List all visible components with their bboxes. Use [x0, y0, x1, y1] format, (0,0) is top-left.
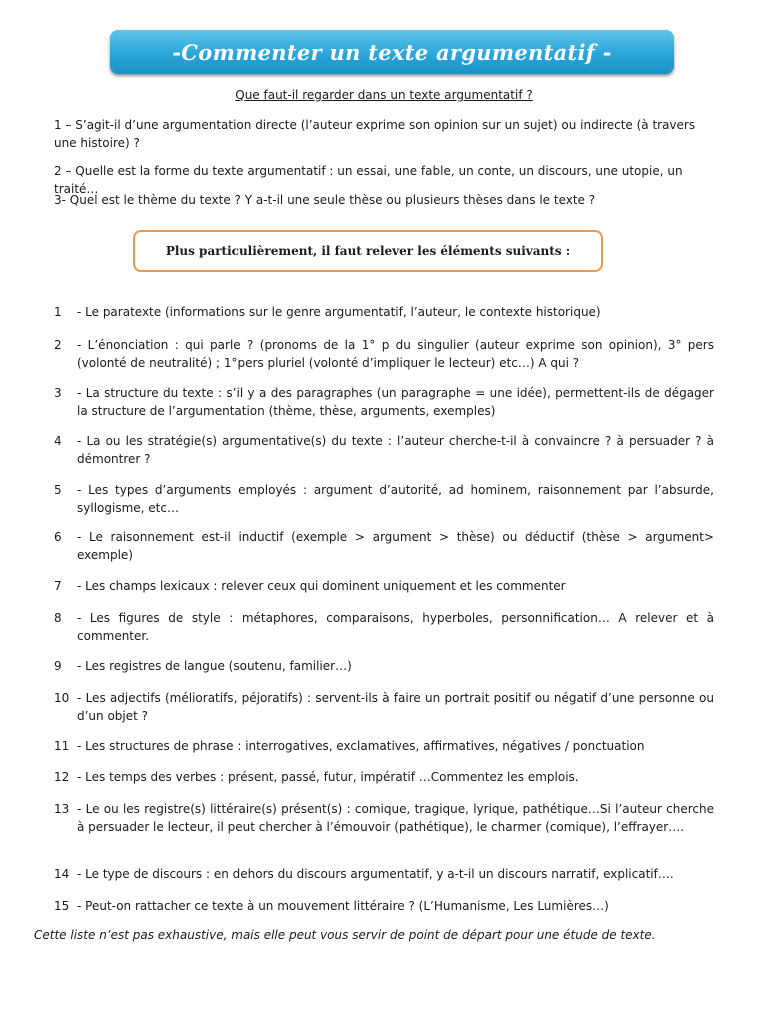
- list-item: [54, 432, 714, 468]
- item-text: - Les types d’arguments employés : argument d’autorité, ad hominem, raisonnement par l’absurde, syllogisme, etc…: [77, 483, 714, 515]
- list-item: [54, 737, 714, 755]
- item-number: 14: [54, 867, 70, 881]
- list-item: [54, 577, 714, 595]
- item-number: 9: [54, 659, 62, 673]
- item-number: 12: [54, 770, 70, 784]
- item-text: - Le raisonnement est-il inductif (exemple > argument > thèse) ou déductif (thèse > argument> exemple): [77, 530, 714, 562]
- list-item: [54, 689, 714, 725]
- list-item: [54, 528, 714, 564]
- item-number: 11: [54, 739, 70, 753]
- item-text: - L’énonciation : qui parle ? (pronoms de la 1° p du singulier (auteur exprime son opinion), 3° pers (volonté de neutralité) ; 1°pers pluriel (volonté d’impliquer le lecteur) etc…) A qui ?: [77, 338, 714, 370]
- list-item: [54, 768, 714, 786]
- item-text: - La ou les stratégie(s) argumentative(s) du texte : l’auteur cherche-t-il à convaincre ? à persuader ? à démontrer ?: [77, 434, 714, 466]
- item-text: - Les champs lexicaux : relever ceux qui dominent uniquement et les commenter: [77, 579, 566, 593]
- intro-question: 2 – Quelle est la forme du texte argumentatif : un essai, une fable, un conte, un discours, une utopie, un traité…: [54, 164, 683, 196]
- intro-question: 1 – S’agit-il d’une argumentation directe (l’auteur exprime son opinion sur un sujet) ou indirecte (à travers une histoire) ?: [54, 118, 696, 150]
- list-item: [54, 897, 714, 915]
- box-heading: Plus particulièrement, il faut relever les éléments suivants :: [165, 244, 571, 258]
- item-number: 6: [54, 530, 62, 544]
- item-text: - La structure du texte : s’il y a des paragraphes (un paragraphe = une idée), permettent-ils de dégager la structure de l’argumentation (thème, thèse, arguments, exemples): [77, 386, 714, 418]
- item-number: 1: [54, 305, 62, 319]
- item-number: 7: [54, 579, 62, 593]
- item-text: - Les figures de style : métaphores, comparaisons, hyperboles, personnification… A relever et à commenter.: [77, 611, 714, 643]
- item-text: - Les temps des verbes : présent, passé, futur, impératif …Commentez les emplois.: [77, 770, 579, 784]
- item-number: 10: [54, 691, 70, 705]
- list-item: [54, 609, 714, 645]
- footer-note: Cette liste n’est pas exhaustive, mais elle peut vous servir de point de départ pour une étude de texte.: [34, 928, 656, 942]
- item-number: 15: [54, 899, 70, 913]
- item-text: - Le paratexte (informations sur le genre argumentatif, l’auteur, le contexte historique): [77, 305, 601, 319]
- item-number: 8: [54, 611, 62, 625]
- item-text: - Les adjectifs (mélioratifs, péjoratifs) : servent-ils à faire un portrait positif ou négatif d’une personne ou d’un objet ?: [77, 691, 714, 723]
- list-item: [54, 481, 714, 517]
- intro-question: 3- Quel est le thème du texte ? Y a-t-il une seule thèse ou plusieurs thèses dans le texte ?: [54, 193, 596, 207]
- title-banner: [110, 30, 674, 74]
- item-text: - Les structures de phrase : interrogatives, exclamatives, affirmatives, négatives / ponctuation: [77, 739, 645, 753]
- item-number: 2: [54, 338, 62, 352]
- list-item: [54, 657, 714, 675]
- list-item: [54, 336, 714, 372]
- item-text: - Le type de discours : en dehors du discours argumentatif, y a-t-il un discours narratif, explicatif….: [77, 867, 674, 881]
- list-item: [54, 384, 714, 420]
- list-item: [54, 800, 714, 836]
- item-number: 13: [54, 802, 70, 816]
- list-item: [54, 865, 714, 883]
- item-text: - Les registres de langue (soutenu, familier…): [77, 659, 352, 673]
- list-item: [54, 303, 714, 321]
- item-number: 5: [54, 483, 62, 497]
- subtitle: Que faut-il regarder dans un texte argumentatif ?: [235, 88, 533, 102]
- page-title: -Commenter un texte argumentatif -: [172, 39, 612, 65]
- highlight-box: [133, 230, 603, 272]
- item-text: - Peut-on rattacher ce texte à un mouvement littéraire ? (L’Humanisme, Les Lumières…): [77, 899, 609, 913]
- item-number: 3: [54, 386, 62, 400]
- item-number: 4: [54, 434, 62, 448]
- item-text: - Le ou les registre(s) littéraire(s) présent(s) : comique, tragique, lyrique, pathétique…Si l’auteur cherche à persuader le lecteur, il peut chercher à l’émouvoir (pathétique), le charmer (comique), l’effrayer….: [77, 802, 714, 834]
